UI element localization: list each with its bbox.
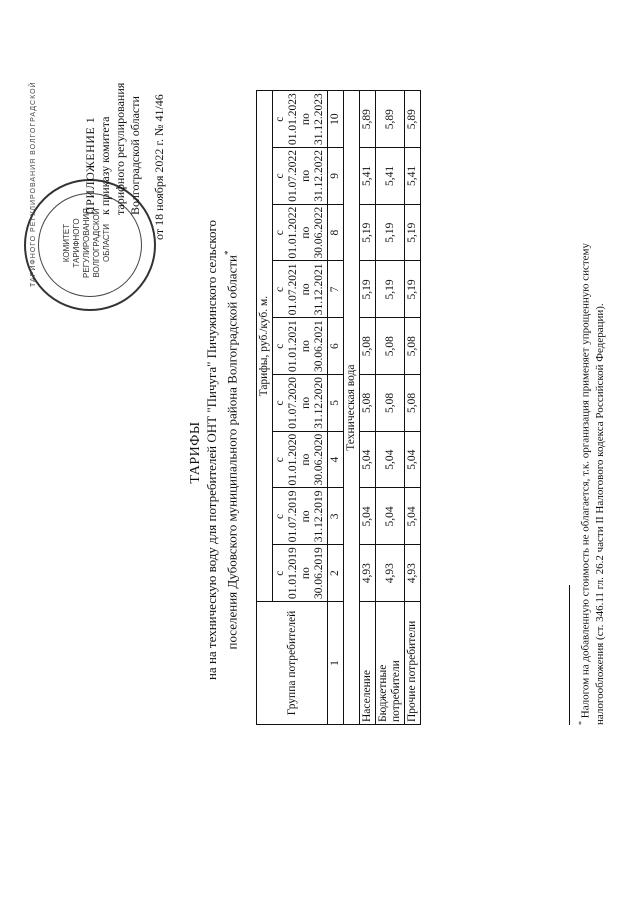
period-header: [273, 148, 328, 205]
tariff-value: 5,89: [376, 91, 405, 148]
period-header-line: 01.07.2020: [287, 377, 299, 429]
tariff-value: 5,04: [360, 488, 376, 545]
period-header-line: 31.12.2022: [313, 150, 325, 202]
footnote-divider: [569, 585, 570, 725]
tariff-value: 4,93: [376, 545, 405, 602]
period-header: [273, 91, 328, 148]
tariff-value: 5,41: [376, 148, 405, 205]
period-header-line: с: [274, 457, 286, 463]
period-header-line: по: [300, 453, 312, 466]
column-number: 2: [328, 545, 344, 602]
period-header: [273, 545, 328, 602]
footnote: * Налогом на добавленную стоимость не облагается, т.к. организация применяет упрощенную систему налогообложения (ст. 346.11 гл. 26.2 части II Налогового кодекса Российской Федерации).: [577, 243, 606, 725]
column-number: 6: [328, 318, 344, 375]
tariff-value: 5,41: [405, 148, 421, 205]
period-header-line: 01.01.2019: [287, 547, 299, 599]
tariff-value: 5,04: [405, 431, 421, 488]
footnote-mark: *: [577, 721, 586, 725]
tariff-value: 5,04: [405, 488, 421, 545]
tariff-value: 5,08: [360, 375, 376, 432]
tariff-table: [256, 90, 421, 725]
tariff-value: 4,93: [360, 545, 376, 602]
column-number: 9: [328, 148, 344, 205]
tariff-value: 5,89: [405, 91, 421, 148]
period-header-line: 30.06.2021: [313, 320, 325, 372]
period-header-line: по: [300, 113, 312, 126]
tariff-value: 5,89: [360, 91, 376, 148]
tariff-value: 5,04: [360, 431, 376, 488]
period-header-line: по: [300, 567, 312, 580]
tariff-value: 4,93: [405, 545, 421, 602]
approval-committee: тарифного регулирования: [113, 82, 127, 215]
period-header-line: 01.07.2021: [287, 263, 299, 316]
period-header: [273, 431, 328, 488]
period-header-line: по: [300, 283, 312, 296]
consumer-group-name: Бюджетные потребители: [376, 602, 405, 725]
tariff-value: 5,19: [405, 204, 421, 261]
period-header-line: с: [274, 230, 286, 236]
table-row: [376, 91, 405, 725]
period-header-line: 31.12.2023: [313, 93, 325, 145]
column-number: 7: [328, 261, 344, 318]
approval-date: от 18 ноября 2022 г. № 41/46: [152, 94, 166, 240]
period-header-line: с: [274, 570, 286, 576]
seal-ring-text: ТАРИФНОГО РЕГУЛИРОВАНИЯ ВОЛГОГРАДСКОЙ: [30, 81, 37, 287]
period-header-line: по: [300, 396, 312, 409]
period-header: [273, 204, 328, 261]
section-title: Техническая вода: [344, 91, 360, 725]
period-header-line: по: [300, 169, 312, 182]
period-header-line: 30.06.2022: [313, 206, 325, 259]
column-number: 10: [328, 91, 344, 148]
period-header-line: по: [300, 510, 312, 523]
period-header-line: 30.06.2019: [313, 547, 325, 599]
seal-text: КОМИТЕТ ТАРИФНОГО РЕГУЛИРОВАНИЯ ВОЛГОГРАДСКОЙ ОБЛАСТИ: [62, 208, 111, 278]
column-number: 8: [328, 204, 344, 261]
section-row: [344, 91, 360, 725]
period-header: [273, 375, 328, 432]
tariff-value: 5,19: [360, 261, 376, 318]
period-header-line: 31.12.2019: [313, 490, 325, 543]
tariff-value: 5,08: [376, 375, 405, 432]
tariff-value: 5,41: [360, 148, 376, 205]
document-title: ТАРИФЫ: [188, 421, 203, 484]
period-header-line: с: [274, 400, 286, 406]
tariff-value: 5,08: [405, 375, 421, 432]
tariff-value: 5,04: [376, 488, 405, 545]
period-header-line: 01.01.2020: [287, 433, 299, 486]
tariff-value: 5,08: [376, 318, 405, 375]
table-row: [405, 91, 421, 725]
tariff-value: 5,08: [360, 318, 376, 375]
column-number-row: [328, 91, 344, 725]
table-row: [360, 91, 376, 725]
tariff-value: 5,19: [376, 204, 405, 261]
tariff-value: 5,04: [376, 431, 405, 488]
consumer-group-name: Население: [360, 602, 376, 725]
period-header-line: 30.06.2020: [313, 433, 325, 486]
approval-order: к приказу комитета: [98, 116, 112, 215]
period-header-line: 01.01.2023: [287, 93, 299, 145]
period-header-line: 31.12.2020: [313, 377, 325, 429]
period-header-line: 31.12.2021: [313, 263, 325, 316]
tariff-value: 5,19: [405, 261, 421, 318]
column-number: 3: [328, 488, 344, 545]
period-header-line: с: [274, 286, 286, 292]
header-row: [257, 91, 273, 725]
period-header-line: по: [300, 226, 312, 239]
period-header-line: с: [274, 343, 286, 349]
period-header-line: 01.07.2019: [287, 490, 299, 543]
group-header: Группа потребителей: [257, 602, 328, 725]
period-header: [273, 488, 328, 545]
period-header: [273, 261, 328, 318]
column-number: 4: [328, 431, 344, 488]
period-header-line: с: [274, 513, 286, 519]
period-header: [273, 318, 328, 375]
period-header-line: по: [300, 340, 312, 353]
tariff-header: Тарифы, руб./куб. м.: [257, 91, 273, 602]
footnote-mark: *: [223, 250, 233, 256]
approval-annex: ПРИЛОЖЕНИЕ 1: [83, 116, 97, 215]
period-header-line: с: [274, 116, 286, 122]
period-header-line: 01.01.2022: [287, 206, 299, 259]
column-number: 5: [328, 375, 344, 432]
period-header-line: 01.01.2021: [287, 320, 299, 372]
column-number: 1: [328, 602, 344, 725]
period-header-line: с: [274, 173, 286, 179]
tariff-value: 5,08: [405, 318, 421, 375]
consumer-group-name: Прочие потребители: [405, 602, 421, 725]
approval-region: Волгоградской области: [128, 96, 142, 215]
document-subtitle: на на техническую воду для потребителей ОНТ "Пичуга" Пичужинского сельского поселения Дубовского муниципального района Волгоградской области*: [204, 219, 240, 681]
period-header-line: 01.07.2022: [287, 150, 299, 202]
tariff-value: 5,19: [360, 204, 376, 261]
tariff-value: 5,19: [376, 261, 405, 318]
